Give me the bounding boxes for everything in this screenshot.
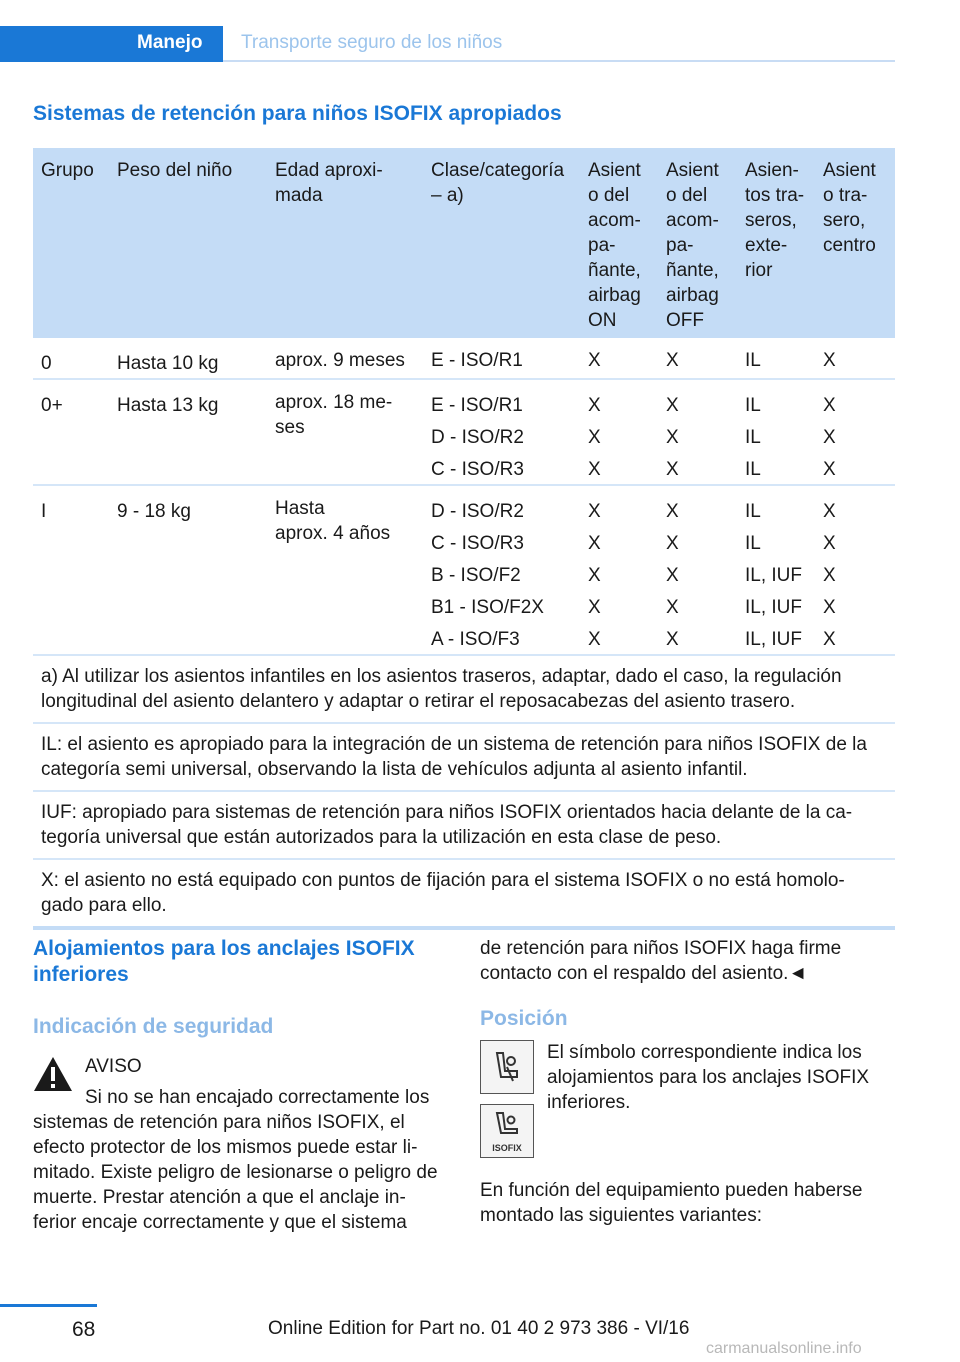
- table-header-row: [33, 148, 895, 338]
- airbag-off-cell: X X X: [666, 395, 679, 480]
- position-heading: Posición: [480, 1007, 568, 1030]
- warning-label: AVISO: [85, 1056, 142, 1077]
- age-cell: Hasta aprox. 4 años: [275, 498, 391, 544]
- table-footnote: a) Al utilizar los asientos infantiles en los asientos traseros, adaptar, dado el caso, la regulación longitudinal del asiento delantero y adaptar o retirar el reposacabezas del asiento trasero.: [33, 656, 895, 724]
- page-number: 68: [72, 1318, 96, 1341]
- isofix-seat-symbol-icon: [480, 1040, 534, 1094]
- chapter-tab[interactable]: Manejo: [137, 32, 203, 53]
- isofix-table: [33, 148, 895, 930]
- warning-triangle-icon: [33, 1056, 73, 1092]
- watermark: carmanualsonline.info: [706, 1340, 862, 1357]
- section-title: Sistemas de retención para niños ISOFIX apropiados: [33, 102, 562, 125]
- column-header: Asient o del acom- pa- ñante, airbag OFF: [666, 160, 719, 331]
- warning-text: Si no se han encajado correctamente los sistemas de retención para niños ISOFIX, el efecto protector de los mismos puede estar li- mitado. Existe peligro de lesionarse o peligro de muerte. Prestar atención a que el anclaje in- ferior encaje correctamente y que el sistema: [33, 1087, 438, 1233]
- edition-info: Online Edition for Part no. 01 40 2 973 386 - VI/16: [268, 1318, 690, 1339]
- anchors-heading: Alojamientos para los anclajes ISOFIX inferiores: [33, 937, 415, 986]
- class-cell: D - ISO/R2 C - ISO/R3 B - ISO/F2 B1 - ISO/F2X A - ISO/F3: [431, 501, 544, 650]
- position-block: [480, 1040, 895, 1168]
- rear-center-cell: X: [823, 350, 836, 371]
- table-row: [33, 486, 895, 656]
- airbag-on-cell: X X X: [588, 395, 601, 480]
- header-divider: [223, 60, 895, 62]
- table-footnote: X: el asiento no está equipado con puntos de fijación para el sistema ISOFIX o no está homolo- gado para ello.: [33, 860, 895, 930]
- airbag-on-cell: X X X X X: [588, 501, 601, 650]
- position-text: El símbolo correspondiente indica los alojamientos para los anclajes ISOFIX inferiores.: [547, 1042, 870, 1113]
- age-cell: aprox. 9 meses: [275, 350, 405, 371]
- weight-cell: Hasta 10 kg: [117, 353, 219, 374]
- class-cell: E - ISO/R1 D - ISO/R2 C - ISO/R3: [431, 395, 524, 480]
- column-header: Grupo: [41, 160, 94, 181]
- airbag-on-cell: X: [588, 350, 601, 371]
- rear-center-cell: X X X X X: [823, 501, 836, 650]
- breadcrumb[interactable]: Transporte seguro de los niños: [241, 32, 503, 53]
- isofix-symbol-label: ISOFIX: [492, 1143, 522, 1153]
- group-cell: I: [41, 501, 47, 522]
- rear-outer-cell: IL IL IL, IUF IL, IUF IL, IUF: [745, 501, 803, 650]
- weight-cell: Hasta 13 kg: [117, 395, 219, 416]
- rear-outer-cell: IL IL IL: [745, 395, 761, 480]
- column-header: Asient o del acom- pa- ñante, airbag ON: [588, 160, 641, 331]
- table-footnote: IUF: apropiado para sistemas de retención para niños ISOFIX orientados hacia delante de la ca- tegoría universal que están autorizados para la utilización en esta clase de peso.: [33, 792, 895, 860]
- column-header: Edad aproxi- mada: [275, 160, 383, 206]
- safety-heading: Indicación de seguridad: [33, 1015, 274, 1038]
- footer-accent-line: [0, 1304, 97, 1307]
- warning-block: [33, 1054, 448, 1235]
- column-header: Peso del niño: [117, 160, 233, 181]
- table-footnote: IL: el asiento es apropiado para la integración de un sistema de retención para niños ISOFIX de la categoría semi universal, observando la lista de vehículos adjunta al asiento infantil.: [33, 724, 895, 792]
- table-row: [33, 338, 895, 380]
- variants-text: En función del equipamiento pueden haberse montado las siguientes variantes:: [480, 1180, 863, 1226]
- table-row: [33, 380, 895, 486]
- left-column: [33, 936, 448, 1235]
- column-header: Asien- tos tra- seros, exte- rior: [745, 160, 805, 281]
- isofix-symbols: [480, 1040, 536, 1168]
- airbag-off-cell: X: [666, 350, 679, 371]
- group-cell: 0: [41, 353, 52, 374]
- class-cell: E - ISO/R1: [431, 350, 523, 371]
- group-cell: 0+: [41, 395, 63, 416]
- weight-cell: 9 - 18 kg: [117, 501, 191, 522]
- column-header: Asient o tra- sero, centro: [823, 160, 876, 256]
- rear-outer-cell: IL: [745, 350, 761, 371]
- column-header: Clase/categoría – a): [431, 160, 565, 206]
- airbag-off-cell: X X X X X: [666, 501, 679, 650]
- warning-continuation: de retención para niños ISOFIX haga firme contacto con el respaldo del asiento.◄: [480, 938, 842, 984]
- isofix-labeled-symbol-icon: [480, 1104, 534, 1158]
- age-cell: aprox. 18 me- ses: [275, 392, 393, 438]
- right-column: [480, 936, 895, 1228]
- rear-center-cell: X X X: [823, 395, 836, 480]
